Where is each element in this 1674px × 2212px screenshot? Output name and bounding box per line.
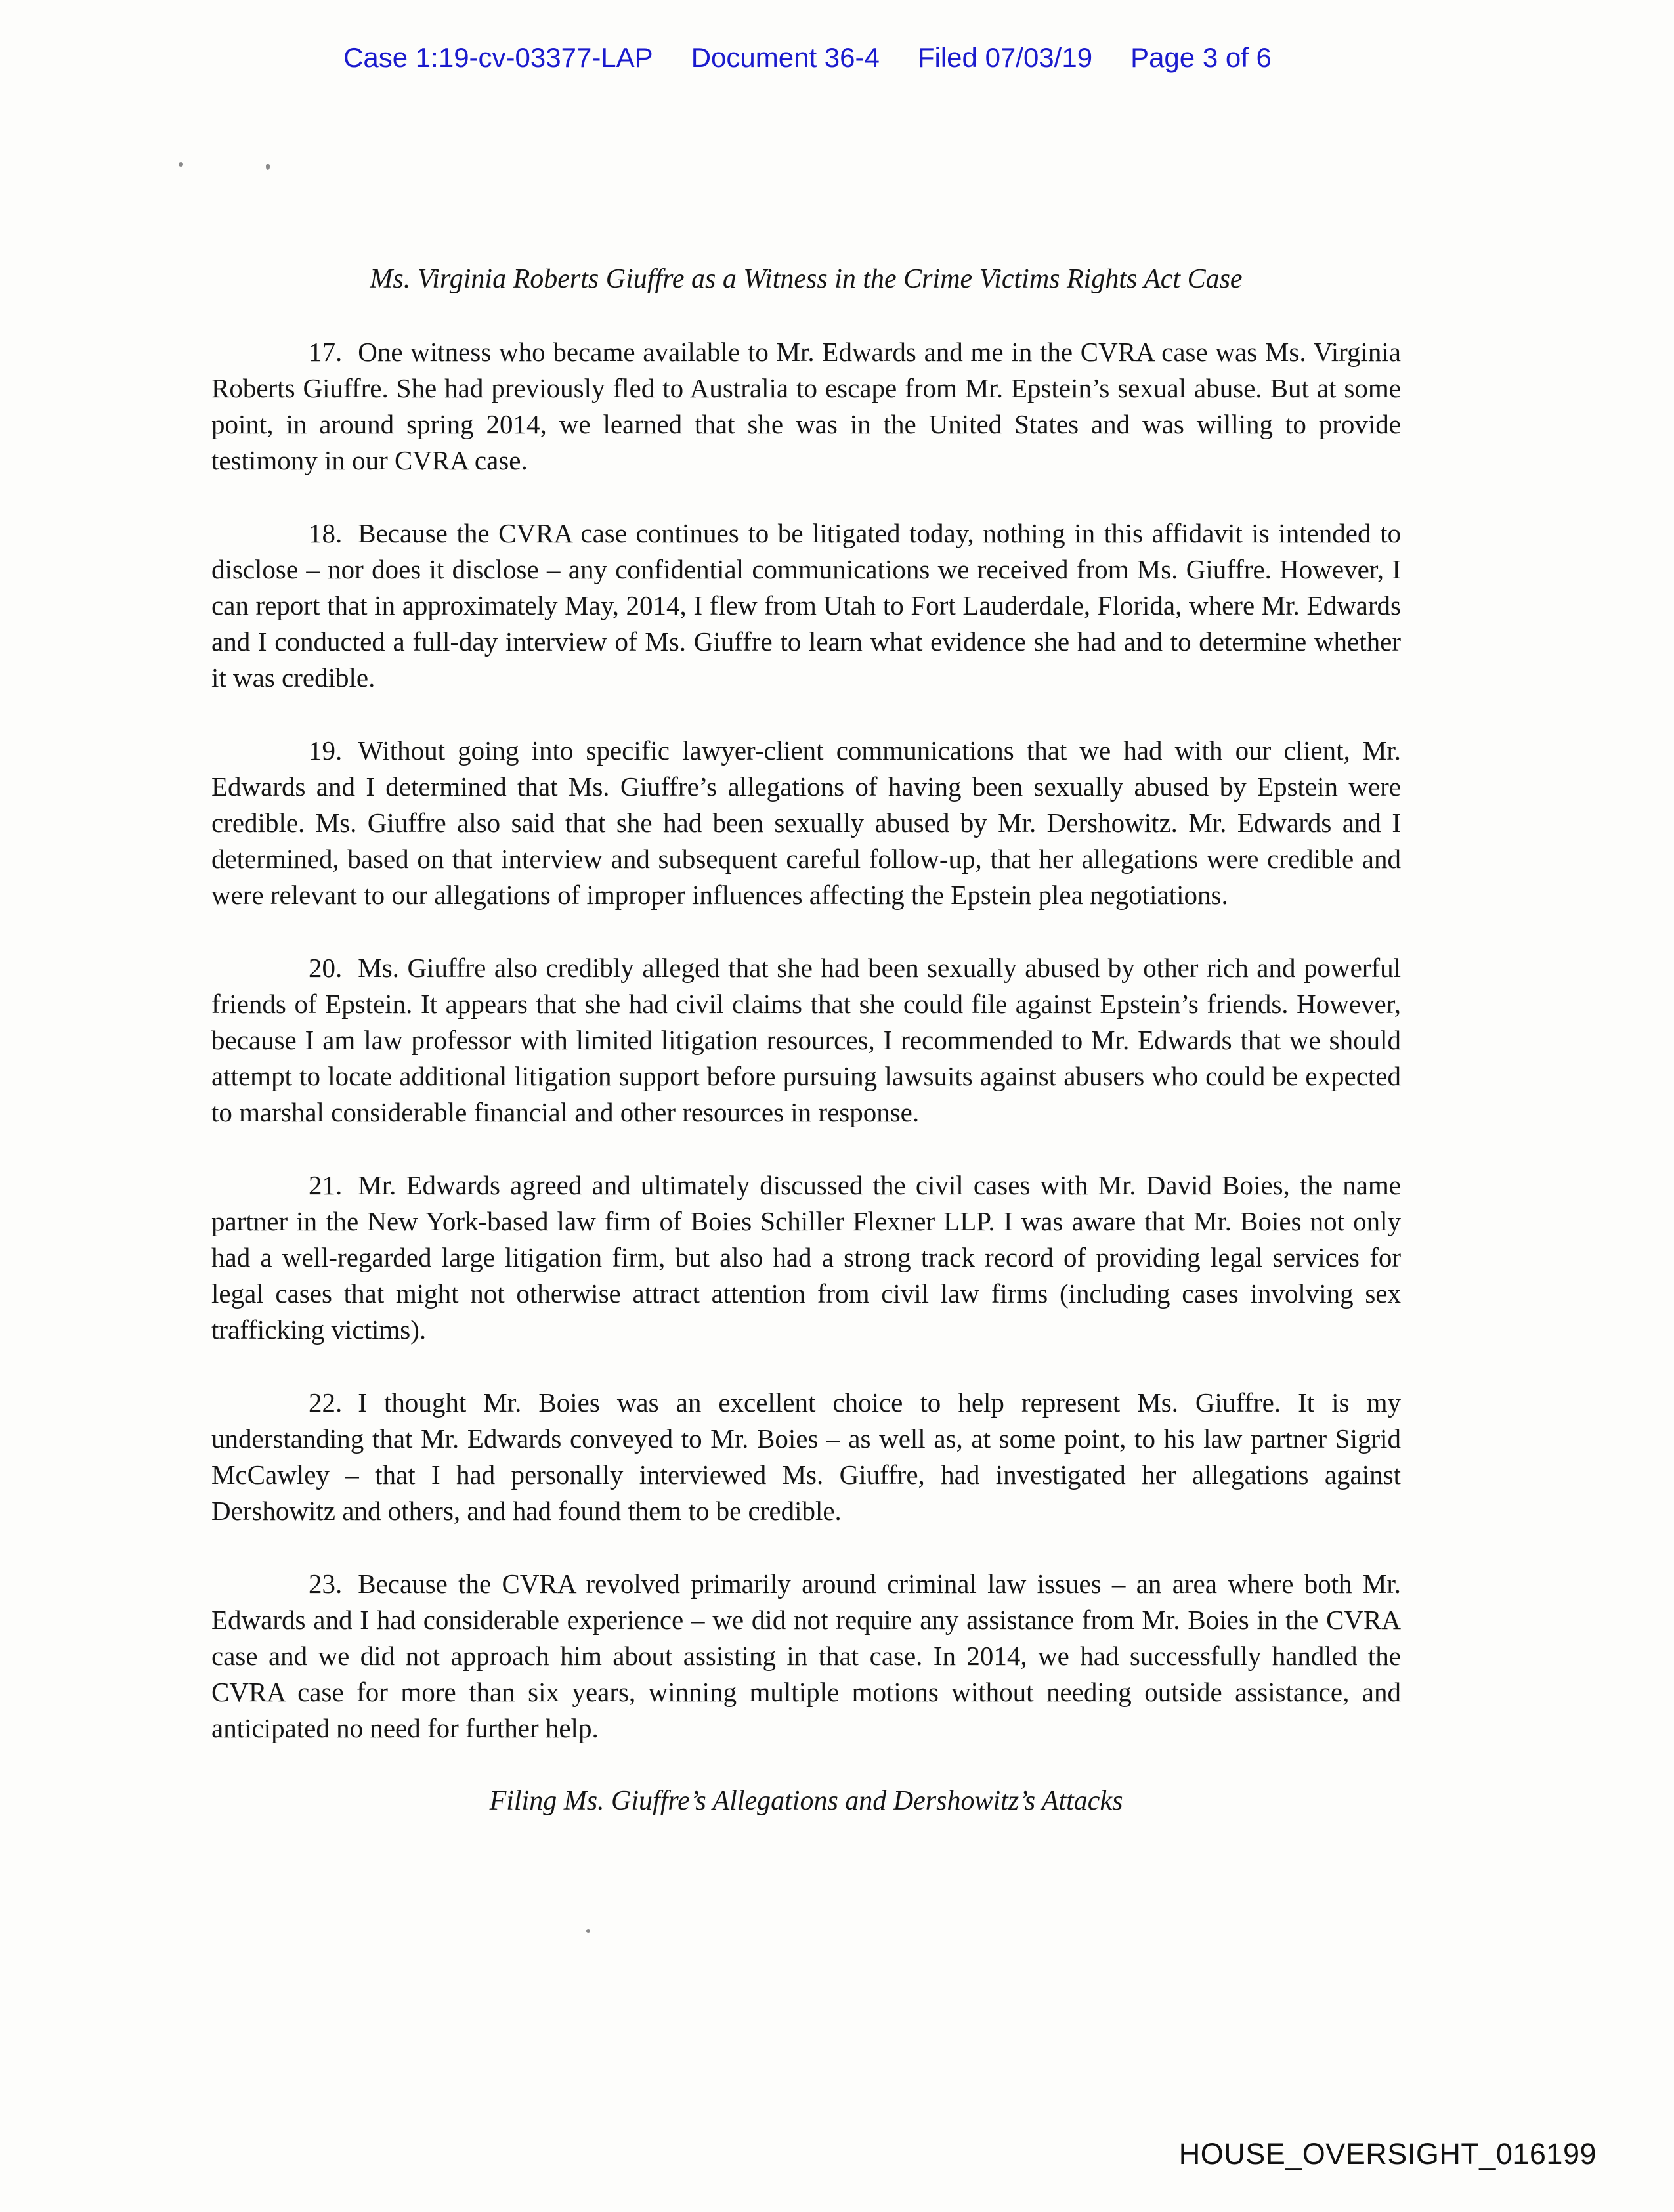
paragraph-20 bbox=[211, 950, 1401, 1131]
ecf-stamp-header bbox=[0, 42, 1615, 74]
filed-date: Filed 07/03/19 bbox=[917, 42, 1093, 73]
paragraph-number: 19. bbox=[309, 735, 343, 766]
paragraph-19 bbox=[211, 733, 1401, 913]
paragraph-18 bbox=[211, 515, 1401, 696]
bates-number: HOUSE_OVERSIGHT_016199 bbox=[1178, 2137, 1597, 2171]
page-number: Page 3 of 6 bbox=[1130, 42, 1272, 73]
paragraph-text: I thought Mr. Boies was an excellent choice to help represent Ms. Giuffre. It is my understanding that Mr. Edwards conveyed to Mr. Boies – as well as, at some point, to his law partner Sigrid McCawley – that I had personally interviewed Ms. Giuffre, had investigated her allegations against Dershowitz and others, and had found them to be credible. bbox=[211, 1387, 1401, 1526]
paragraph-text: Ms. Giuffre also credibly alleged that she had been sexually abused by other rich and powerful friends of Epstein. It appears that she had civil claims that she could file against Epstein’s friends. However, because I am law professor with limited litigation resources, I recommended to Mr. Edwards that we should attempt to locate additional litigation support before pursuing lawsuits against abusers who could be expected to marshal considerable financial and other resources in response. bbox=[211, 953, 1401, 1127]
paragraph-text: Without going into specific lawyer-client communications that we had with our client, Mr. Edwards and I determined that Ms. Giuffre’s allegations of having been sexually abused by Epstein were credible. Ms. Giuffre also said that she had been sexually abused by Mr. Dershowitz. Mr. Edwards and I determined, based on that interview and subsequent careful follow-up, that her allegations were credible and were relevant to our allegations of improper influences affecting the Epstein plea negotiations. bbox=[211, 735, 1401, 910]
paragraph-23 bbox=[211, 1566, 1401, 1746]
paragraph-number: 20. bbox=[309, 953, 343, 983]
case-number: Case 1:19-cv-03377-LAP bbox=[343, 42, 653, 73]
paragraph-21 bbox=[211, 1167, 1401, 1348]
paragraph-number: 22. bbox=[309, 1387, 343, 1418]
scan-artifact bbox=[266, 164, 270, 170]
paragraph-number: 21. bbox=[309, 1170, 343, 1200]
paragraph-number: 18. bbox=[309, 518, 343, 548]
paragraph-text: Mr. Edwards agreed and ultimately discussed the civil cases with Mr. David Boies, the name partner in the New York-based law firm of Boies Schiller Flexner LLP. I was aware that Mr. Boies not only had a well-regarded large litigation firm, but also had a strong track record of providing legal services for legal cases that might not otherwise attract attention from civil law firms (including cases involving sex trafficking victims). bbox=[211, 1170, 1401, 1345]
paragraph-17 bbox=[211, 334, 1401, 479]
paragraph-number: 17. bbox=[309, 337, 343, 367]
section-heading-filing: Filing Ms. Giuffre’s Allegations and Dershowitz’s Attacks bbox=[489, 1786, 1123, 1816]
paragraph-number: 23. bbox=[309, 1569, 343, 1599]
affidavit-body bbox=[211, 261, 1401, 1819]
scan-artifact bbox=[179, 162, 183, 167]
scan-artifact bbox=[586, 1929, 590, 1933]
paragraph-text: One witness who became available to Mr. Edwards and me in the CVRA case was Ms. Virginia Roberts Giuffre. She had previously fled to Australia to escape from Mr. Epstein’s sexual abuse. But at some point, in around spring 2014, we learned that she was in the United States and was willing to provide testimony in our CVRA case. bbox=[211, 337, 1401, 475]
document-number: Document 36-4 bbox=[691, 42, 880, 73]
paragraph-22 bbox=[211, 1385, 1401, 1529]
paragraph-text: Because the CVRA case continues to be litigated today, nothing in this affidavit is intended to disclose – nor does it disclose – any confidential communications we received from Ms. Giuffre. However, I can report that in approximately May, 2014, I flew from Utah to Fort Lauderdale, Florida, where Mr. Edwards and I conducted a full-day interview of Ms. Giuffre to learn what evidence she had and to determine whether it was credible. bbox=[211, 518, 1401, 693]
paragraph-text: Because the CVRA revolved primarily around criminal law issues – an area where both Mr. Edwards and I had considerable experience – we did not require any assistance from Mr. Boies in the CVRA case and we did not approach him about assisting in that case. In 2014, we had successfully handled the CVRA case for more than six years, winning multiple motions without needing outside assistance, and anticipated no need for further help. bbox=[211, 1569, 1401, 1743]
section-heading-witness: Ms. Virginia Roberts Giuffre as a Witness in the Crime Victims Rights Act Case bbox=[370, 264, 1243, 294]
